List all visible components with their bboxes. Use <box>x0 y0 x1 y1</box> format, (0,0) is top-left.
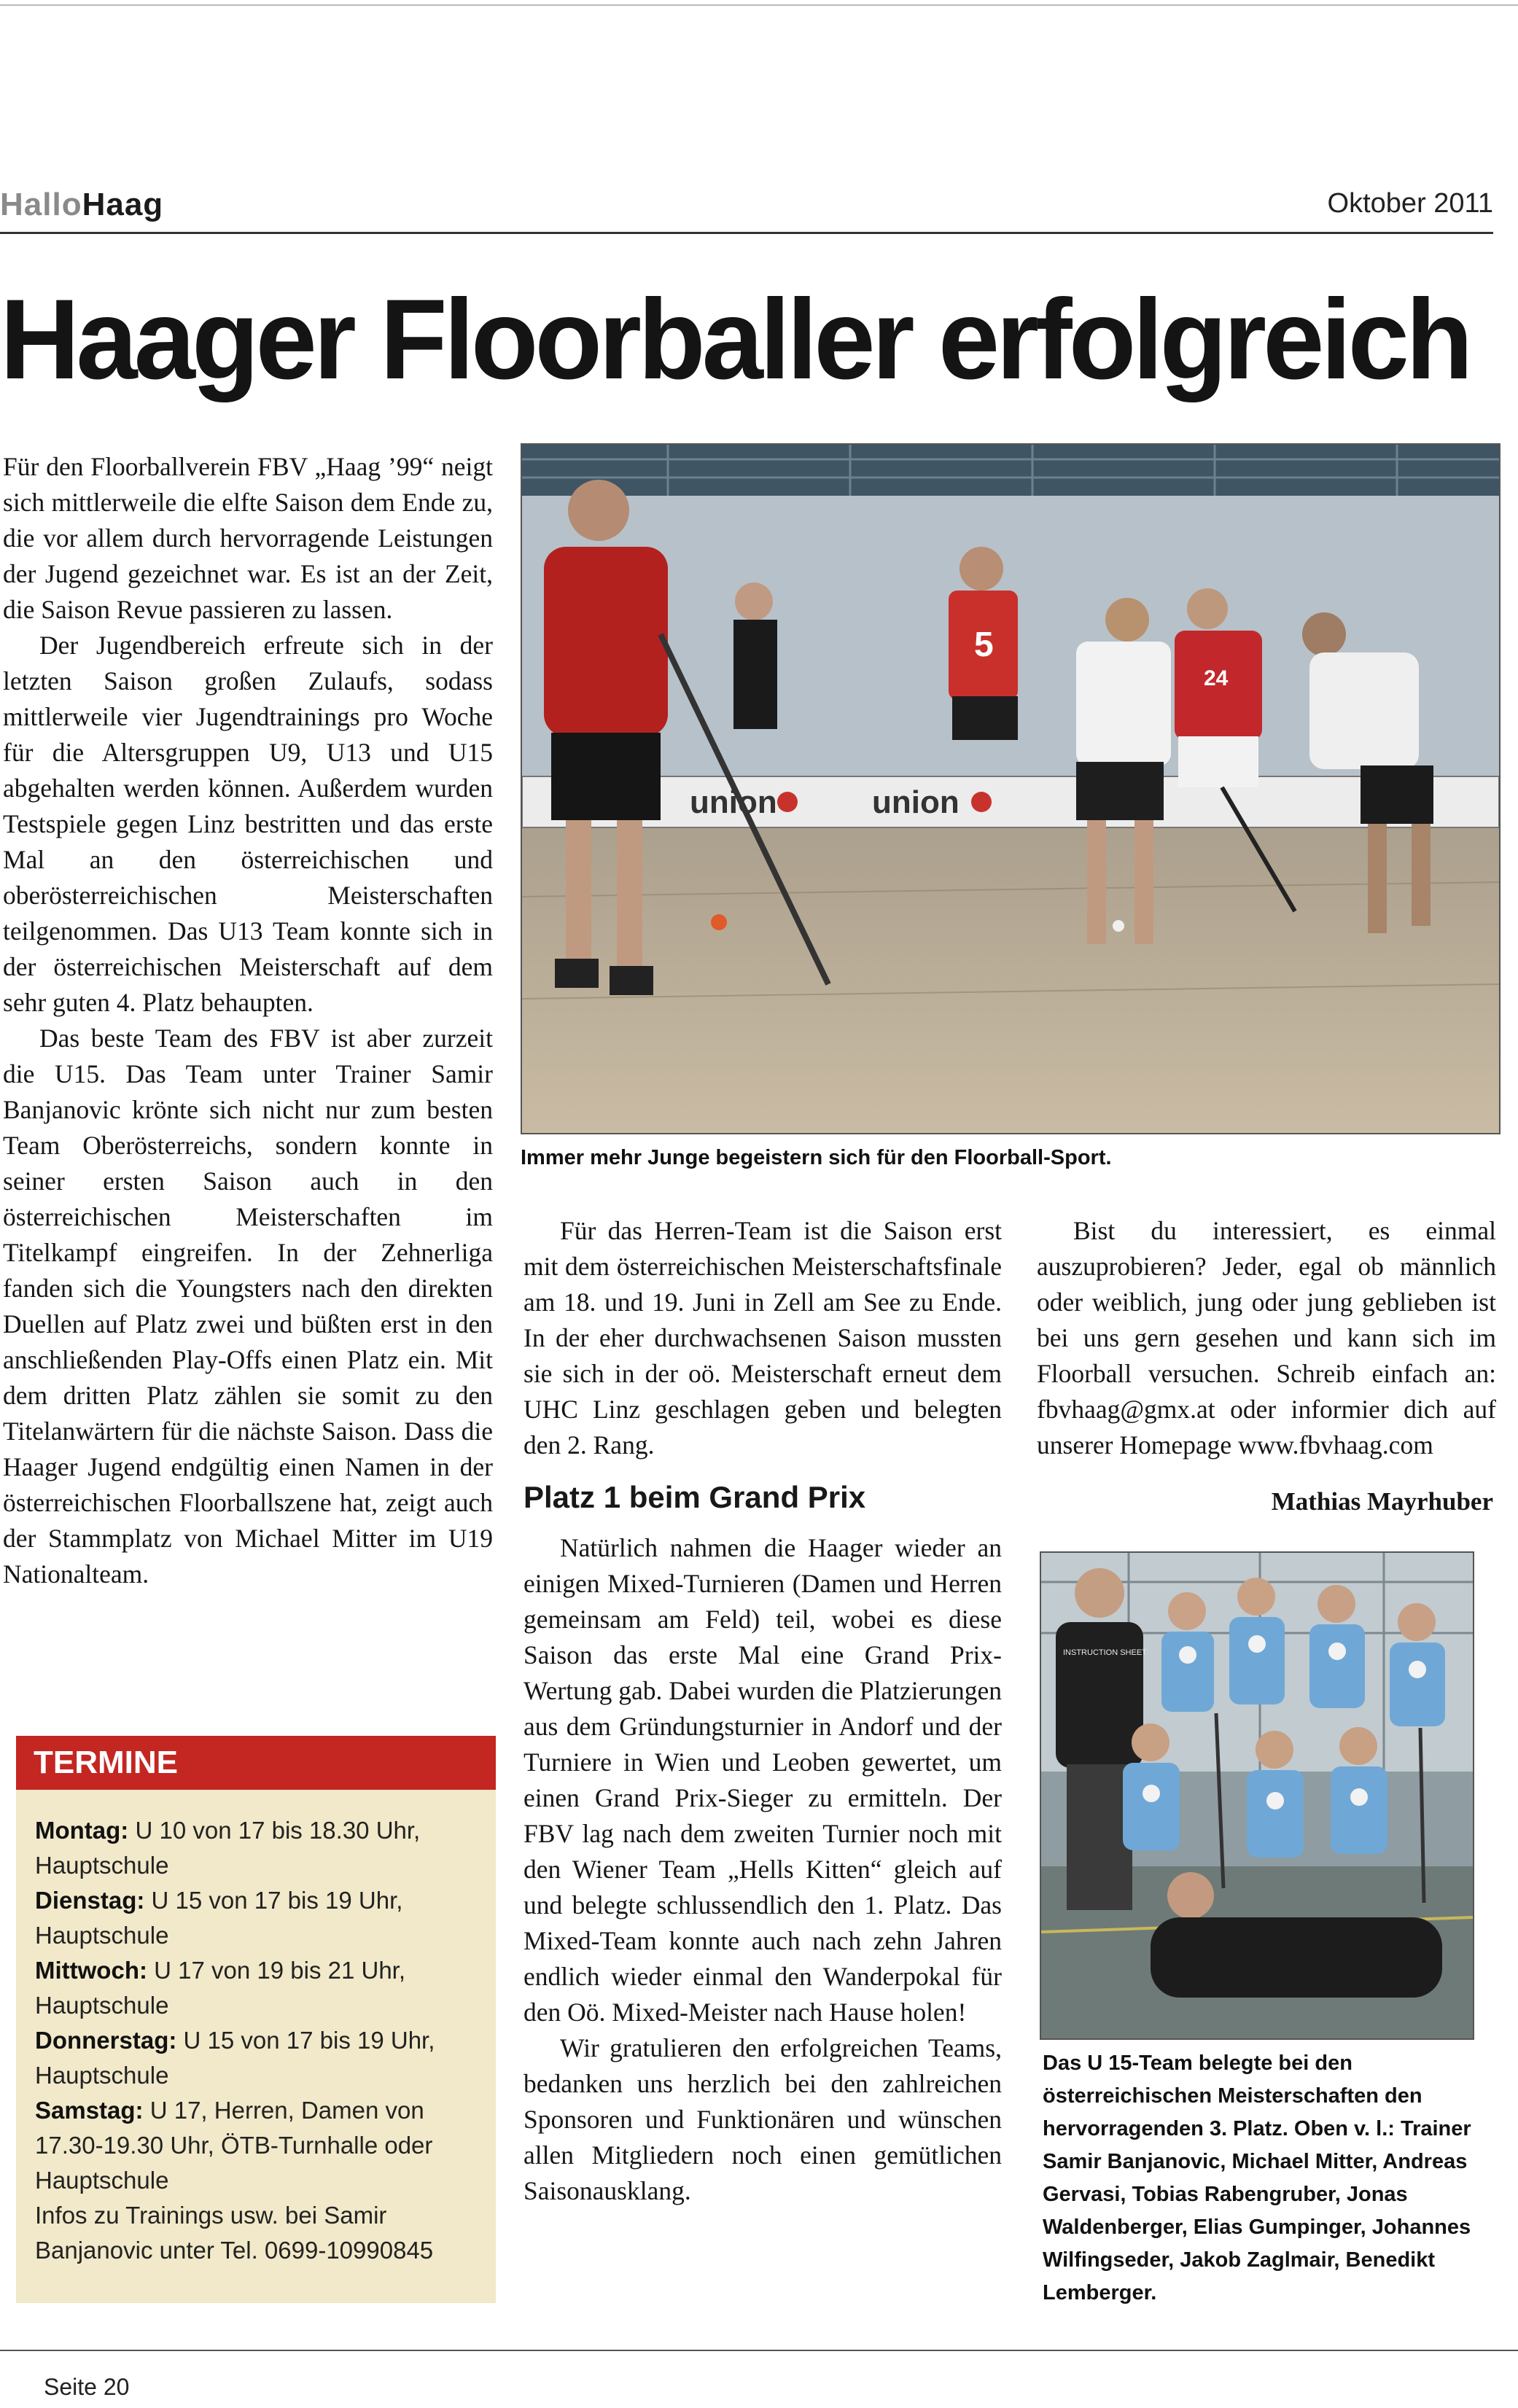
issue-date: Oktober 2011 <box>1327 188 1493 219</box>
masthead-logo <box>0 187 163 223</box>
termine-title: TERMINE <box>16 1736 496 1790</box>
termine-text: U 15 von 17 bis 19 Uhr, Hauptschule <box>35 1887 403 1949</box>
article-column-1 <box>3 449 493 1592</box>
article-column-3 <box>1037 1213 1496 1463</box>
termine-entry <box>35 1953 484 2023</box>
article-column-2 <box>523 1213 1002 1463</box>
termine-text: U 17, Herren, Damen von 17.30-19.30 Uhr, ÖTB-Turnhalle oder Hauptschule <box>35 2097 433 2194</box>
paragraph: Bist du interessiert, es einmal auszuprobieren? Jeder, egal ob männlich oder weiblich, jung oder jung geblieben ist bei uns gern gesehen und kann sich im Floorball versuchen. Schreib einfach an: fbvhaag@gmx.at oder informier dich auf unserer Homepage www.fbvhaag.com <box>1037 1216 1496 1460</box>
termine-entry <box>35 2023 484 2093</box>
termine-day: Mittwoch: <box>35 1957 147 1984</box>
termine-list <box>35 1813 484 2268</box>
paragraph: Das beste Team des FBV ist aber zurzeit die U15. Das Team unter Trainer Samir Banjanovic krönte sich nicht nur zum besten Team Oberösterreichs, sondern konnte in seiner ersten Saison auch in den österreichischen Meisterschaften im Titelkampf eingreifen. In der Zehnerliga fanden sich die Youngsters nach den direkten Duellen auf Platz zwei und büßten erst in den anschließenden Play-Offs einen Platz ein. Mit dem dritten Platz zählen sie somit zu den Titelanwärtern für die nächste Saison. Dass die Haager Jugend endgültig einen Namen in der österreichischen Floorballszene hat, zeigt auch der Stammplatz von Michael Mitter im U19 Nationalteam. <box>3 1024 493 1589</box>
termine-entry <box>35 1813 484 1883</box>
banner-text: union <box>872 784 960 820</box>
masthead-hallo: Hallo <box>0 187 82 222</box>
masthead-haag: Haag <box>82 187 164 222</box>
termine-day: Donnerstag: <box>35 2027 177 2054</box>
page-number: Seite 20 <box>44 2374 130 2400</box>
team-photo-illustration <box>1041 1553 1473 2038</box>
paragraph: Für den Floorballverein FBV „Haag ’99“ neigt sich mittlerweile die elfte Saison dem Ende zu, die vor allem durch hervorragende Leistungen der Jugend gezeichnet war. Es ist an der Zeit, die Saison Revue passieren zu lassen. <box>3 452 493 624</box>
jersey-number: 5 <box>974 626 994 664</box>
spectator <box>733 582 777 729</box>
team-photo <box>1040 1551 1474 2040</box>
article-headline: Haager Floorballer erfolgreich <box>0 276 1470 403</box>
photo-caption-2: Das U 15-Team belegte bei den österreichischen Meisterschaften den hervorragenden 3. Platz. Oben v. l.: Trainer Samir Banjanovic, Michael Mitter, Andreas Gervasi, Tobias Rabengruber, Jonas Waldenberger, Elias Gumpinger, Johannes Wilfingseder, Jakob Zaglmair, Benedikt Lemberger. <box>1043 2052 1471 2304</box>
banner-text: union <box>690 784 777 820</box>
termine-day: Montag: <box>35 1817 129 1844</box>
paragraph: Für das Herren-Team ist die Saison erst mit dem österreichischen Meisterschaftsfinale am 18. und 19. Juni in Zell am See zu Ende. In der eher durchwachsenen Saison mussten sie sich in der oö. Meisterschaft erneut dem UHC Linz geschlagen geben und belegten den 2. Rang. <box>523 1216 1002 1460</box>
termine-text: U 17 von 19 bis 21 Uhr, Hauptschule <box>35 1957 406 2019</box>
top-border <box>0 4 1518 6</box>
paragraph: Der Jugendbereich erfreute sich in der letzten Saison großen Zulaufs, sodass mittlerweile vier Jugendtrainings pro Woche für die Altersgruppen U9, U13 und U15 abgehalten werden können. Außerdem wurden Testspiele gegen Linz bestritten und das erste Mal an den österreichischen und oberösterreichischen Meisterschaften teilgenommen. Das U13 Team konnte sich in der österreichischen Meisterschaft auf dem sehr guten 4. Platz behaupten. <box>3 631 493 1017</box>
paragraph: Wir gratulieren den erfolgreichen Teams, bedanken uns herzlich bei den zahlreichen Sponsoren und Funktionären und wünschen allen Mitgliedern noch einen gemütlichen Saisonausklang. <box>523 2033 1002 2205</box>
article-column-2-continued <box>523 1530 1002 2209</box>
footer-rule <box>0 2350 1518 2351</box>
termine-day: Dienstag: <box>35 1887 145 1914</box>
header-rule <box>0 232 1493 234</box>
termine-text: U 15 von 17 bis 19 Uhr, Hauptschule <box>35 2027 435 2089</box>
termine-day: Samstag: <box>35 2097 144 2124</box>
jersey-number: 24 <box>1204 666 1229 690</box>
termine-entry <box>35 2093 484 2198</box>
paragraph: Natürlich nahmen die Haager wieder an einigen Mixed-Turnieren (Damen und Herren gemeinsam am Feld) teil, wobei es diese Saison das erste Mal eine Grand Prix-Wertung gab. Dabei wurden die Platzierungen aus dem Gründungsturnier in Andorf und der Turniere in Wien und Leoben gewertet, um einen Grand Prix-Sieger zu ermitteln. Der FBV lag nach dem zweiten Turnier noch mit den Wiener Team „Hells Kitten“ gleich auf und belegte schlussendlich den 1. Platz. Das Mixed-Team konnte auch nach zehn Jahren endlich wieder einmal den Wanderpokal für den Oö. Mixed-Meister nach Hause holen! <box>523 1533 1002 2027</box>
game-action-illustration <box>522 445 1499 1133</box>
author-byline: Mathias Mayrhuber <box>1271 1487 1493 1516</box>
photo-caption-1: Immer mehr Junge begeistern sich für den Floorball-Sport. <box>521 1146 1112 1169</box>
termine-text: U 10 von 17 bis 18.30 Uhr, Hauptschule <box>35 1817 421 1879</box>
termine-info: Infos zu Trainings usw. bei Samir Banjanovic unter Tel. 0699-10990845 <box>35 2202 434 2264</box>
shirt-print: INSTRUCTION SHEET <box>1063 1648 1147 1657</box>
subheading: Platz 1 beim Grand Prix <box>523 1480 866 1514</box>
game-action-photo <box>521 443 1501 1134</box>
termine-entry <box>35 1883 484 1953</box>
